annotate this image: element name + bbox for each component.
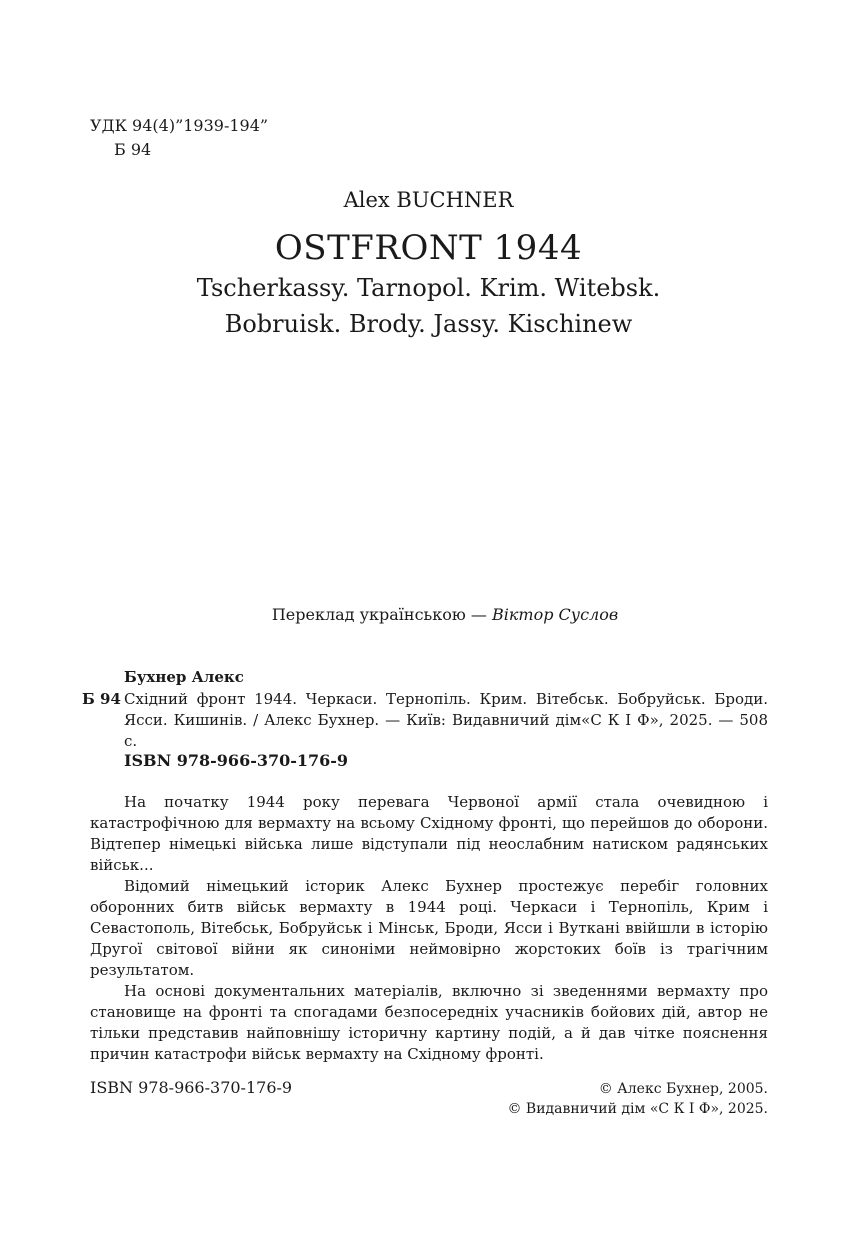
subtitle-line-2: Bobruisk. Brody. Jassy. Kischinew — [224, 310, 633, 338]
copyright-block — [420, 1079, 768, 1119]
copyright-publisher: © Видавничий дім «С К І Ф», 2025. — [507, 1101, 768, 1117]
translator-label: Переклад українською — — [271, 605, 492, 624]
catalog-isbn: ISBN 978-966-370-176-9 — [124, 751, 349, 770]
subtitle-line-1: Tscherkassy. Tarnopol. Krim. Witebsk. — [196, 274, 661, 302]
book-subtitle — [0, 270, 857, 342]
annotation-paragraph-1: На початку 1944 року перевага Червоної армії стала очевидною і катастрофічною для вермахту на всьому Східному фронті, що перейшов до оборони. Відтепер німецькі війська лише відступали під неослабним натиском радянських військ... — [90, 793, 768, 874]
copyright-author: © Алекс Бухнер, 2005. — [598, 1081, 768, 1097]
annotation — [90, 792, 768, 1065]
author-mark: Б 94 — [114, 140, 152, 159]
udk-code: УДК 94(4)”1939-194” — [90, 116, 269, 135]
catalog-code: Б 94 — [82, 690, 121, 708]
footer-isbn: ISBN 978-966-370-176-9 — [90, 1078, 293, 1097]
annotation-paragraph-2: Відомий німецький історик Алекс Бухнер простежує перебіг головних оборонних битв військ вермахту в 1944 році. Черкаси і Тернопіль, Крим і Севастополь, Вітебськ, Бобруйськ і Мінськ, Броди, Ясси і Вуткані ввійшли в історію Другої світової війни як синоніми неймовірно жорстоких боїв із трагічним результатом. — [90, 877, 768, 979]
book-title: OSTFRONT 1944 — [274, 228, 583, 268]
translator-credit — [0, 603, 857, 627]
catalog-author: Бухнер Алекс — [124, 668, 244, 686]
translator-name: Віктор Суслов — [491, 605, 619, 624]
udk-block — [90, 114, 268, 162]
catalog-description: Східний фронт 1944. Черкаси. Тернопіль. Крим. Вітебськ. Бобруйськ. Броди. Ясси. Кишинів. / Алекс Бухнер. — Київ: Видавничий дім«С К І Ф», 2025. — 508 с. — [124, 690, 768, 750]
annotation-paragraph-3: На основі документальних матеріалів, включно зі зведеннями вермахту про становище на фронті та спогадами безпосередніх учасників бойових дій, автор не тільки представив найповнішу історичну картину подій, а й дав чітке пояснення причин катастрофи військ вермахту на Східному фронті. — [90, 982, 768, 1063]
book-author: Alex BUCHNER — [343, 188, 514, 212]
